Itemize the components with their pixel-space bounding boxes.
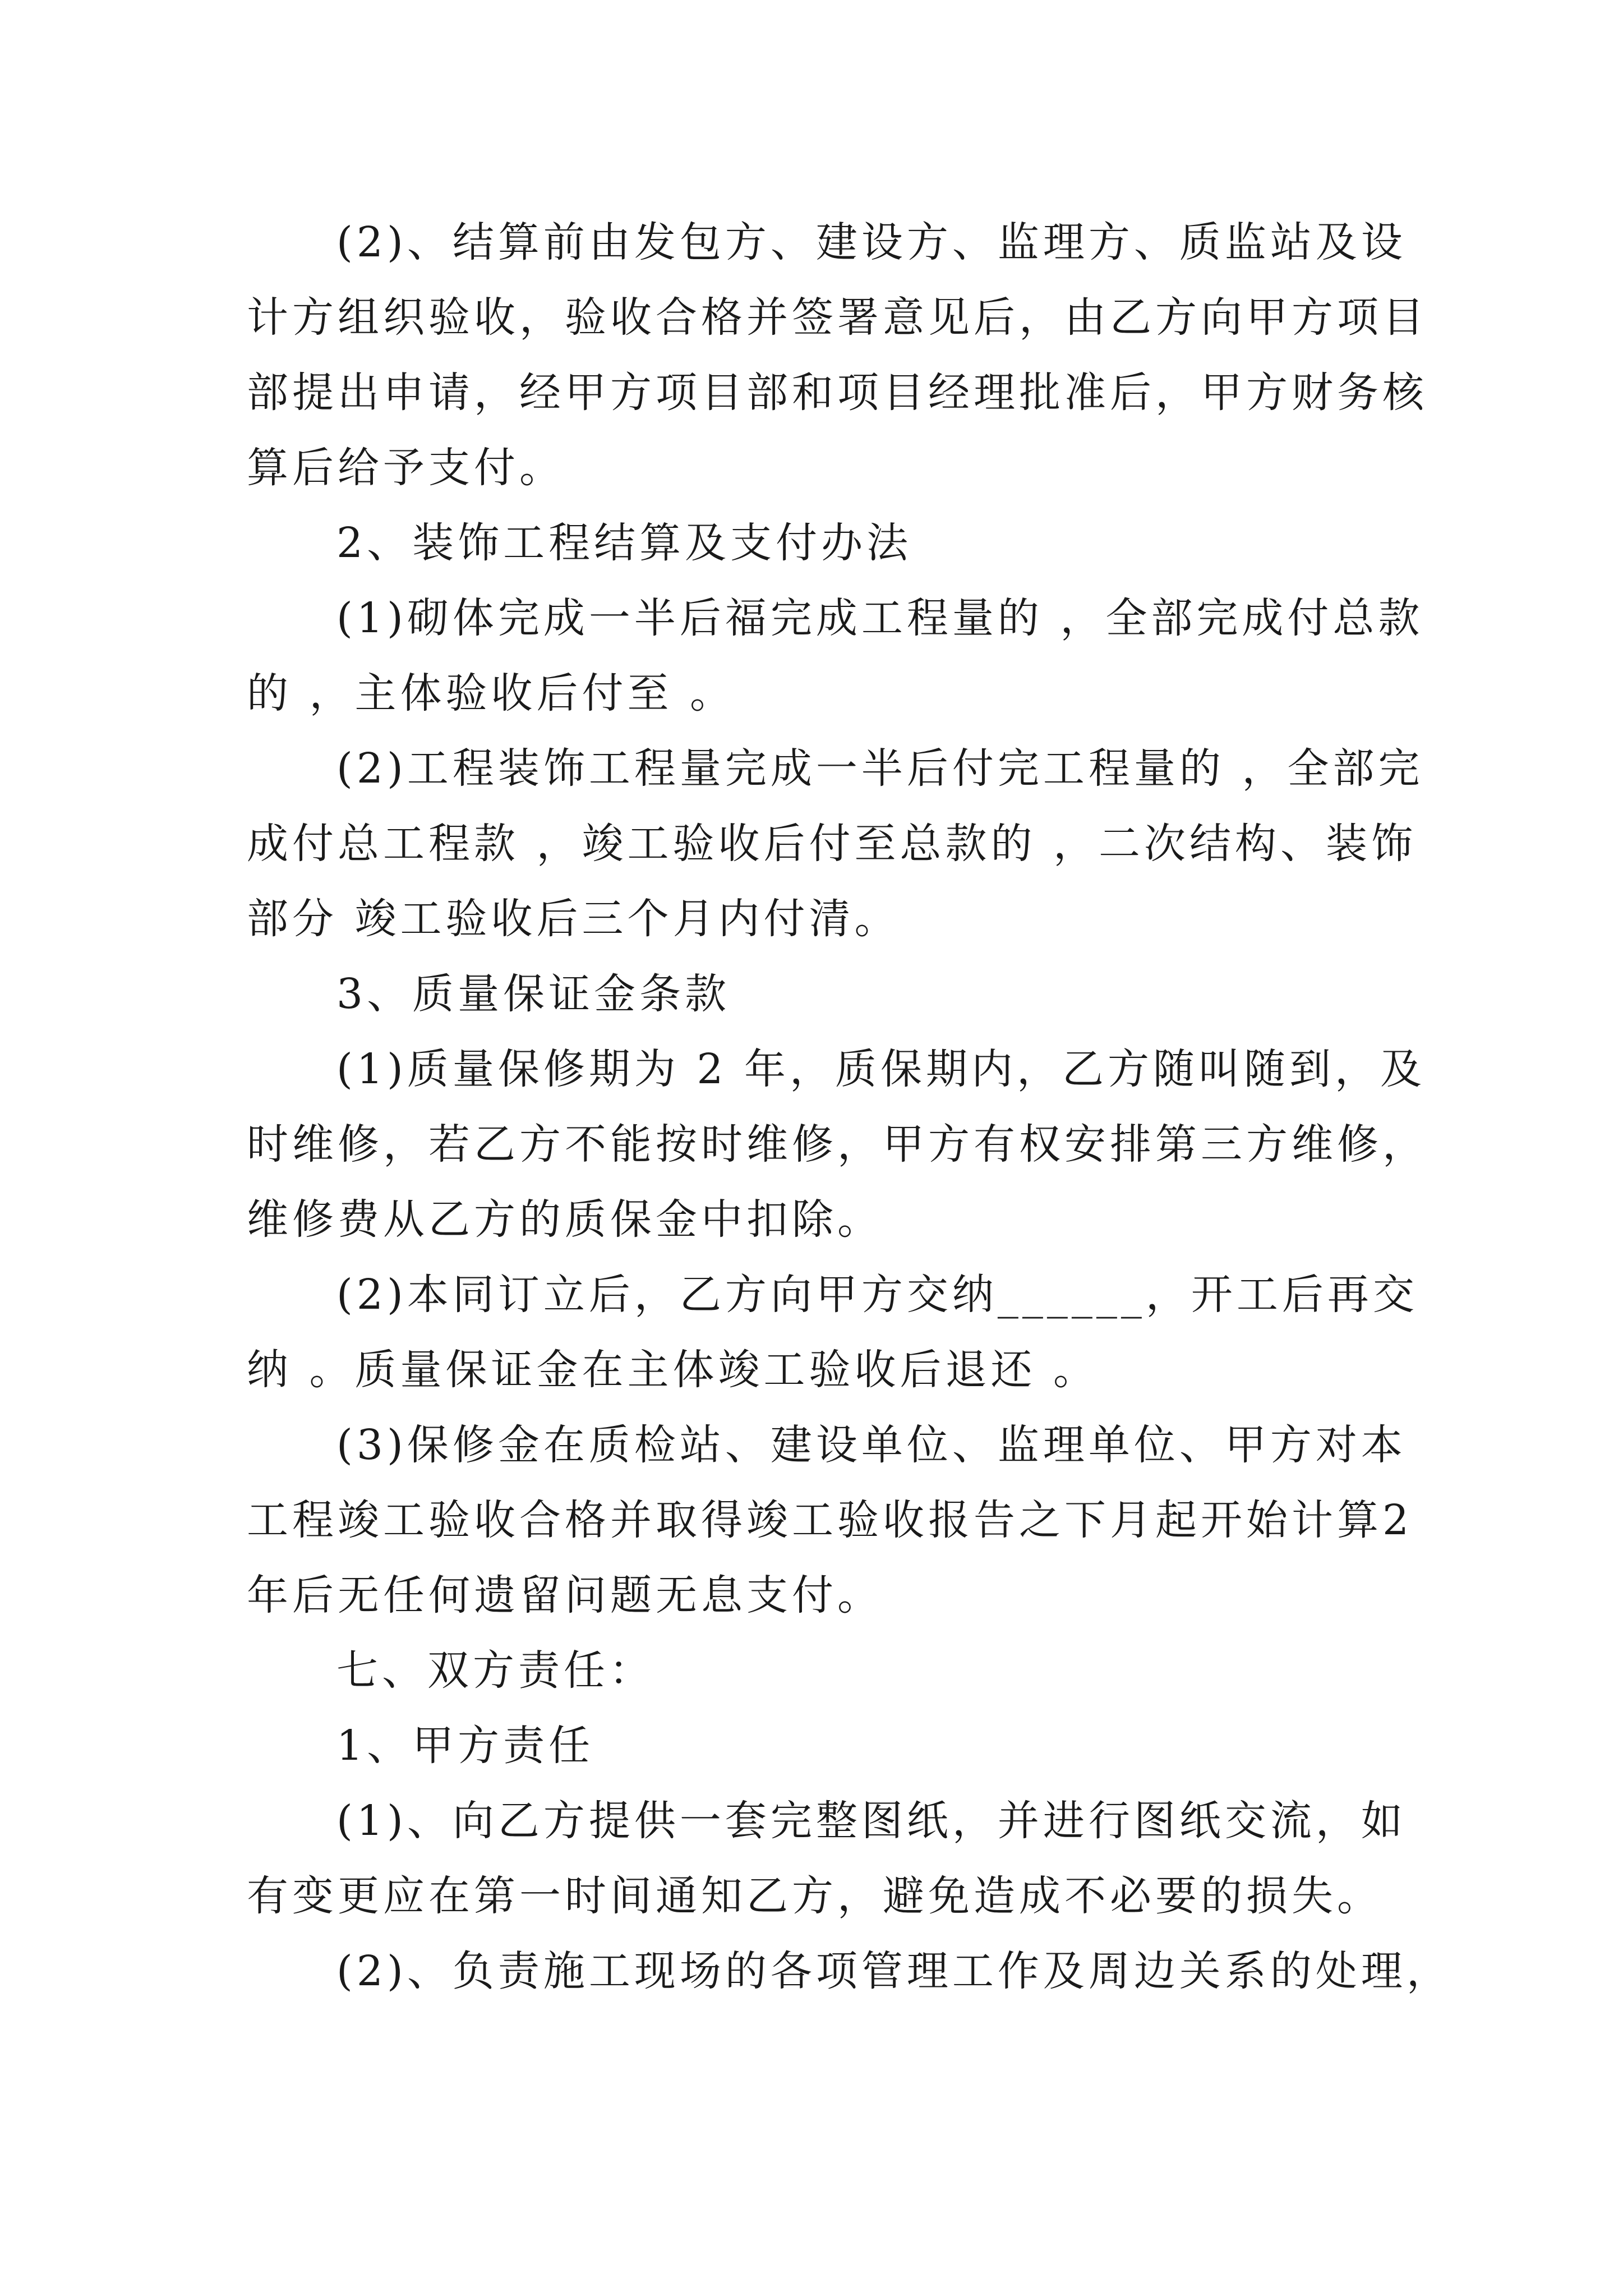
paragraph-line: (1)质量保修期为 2 年，质保期内，乙方随叫随到，及 (336, 1045, 1426, 1093)
paragraph-line: (3)保修金在质检站、建设单位、监理单位、甲方对本 (336, 1421, 1407, 1469)
paragraph-line: 维修费从乙方的质保金中扣除。 (247, 1195, 883, 1244)
paragraph-line: 成付总工程款 ，竣工验收后付至总款的 ，二次结构、装饰 (247, 820, 1417, 868)
paragraph-line: (2)本同订立后，乙方向甲方交纳______，开工后再交 (336, 1271, 1418, 1319)
section-heading: 3、质量保证金条款 (336, 970, 731, 1018)
paragraph-line: 工程竣工验收合格并取得竣工验收报告之下月起开始计算2 (247, 1496, 1413, 1544)
section-heading: 1、甲方责任 (336, 1722, 594, 1770)
paragraph-line: (2)、结算前由发包方、建设方、监理方、质监站及设 (336, 218, 1407, 266)
paragraph-line: (1)、向乙方提供一套完整图纸，并进行图纸交流，如 (336, 1797, 1407, 1845)
paragraph-line: 时维修，若乙方不能按时维修，甲方有权安排第三方维修， (247, 1120, 1428, 1168)
paragraph-line: (1)砌体完成一半后福完成工程量的 ，全部完成付总款 (336, 594, 1424, 642)
paragraph-line: 部提出申请，经甲方项目部和项目经理批准后，甲方财务核 (247, 369, 1428, 417)
paragraph-line: (2)工程装饰工程量完成一半后付完工程量的 ，全部完 (336, 744, 1424, 793)
section-heading: 2、装饰工程结算及支付办法 (336, 519, 912, 567)
paragraph-line: (2)、负责施工现场的各项管理工作及周边关系的处理， (336, 1947, 1452, 1995)
paragraph-line: 的 ，主体验收后付至 。 (247, 669, 736, 717)
paragraph-line: 年后无任何遗留问题无息支付。 (247, 1571, 883, 1619)
paragraph-line: 算后给予支付。 (247, 444, 565, 492)
paragraph-line: 有变更应在第一时间通知乙方，避免造成不必要的损失。 (247, 1872, 1382, 1920)
paragraph-line: 计方组织验收，验收合格并签署意见后，由乙方向甲方项目 (247, 293, 1428, 342)
section-heading: 七、双方责任： (336, 1646, 654, 1695)
paragraph-line: 纳 。质量保证金在主体竣工验收后退还 。 (247, 1346, 1099, 1394)
paragraph-line: 部分 竣工验收后三个月内付清。 (247, 895, 900, 943)
